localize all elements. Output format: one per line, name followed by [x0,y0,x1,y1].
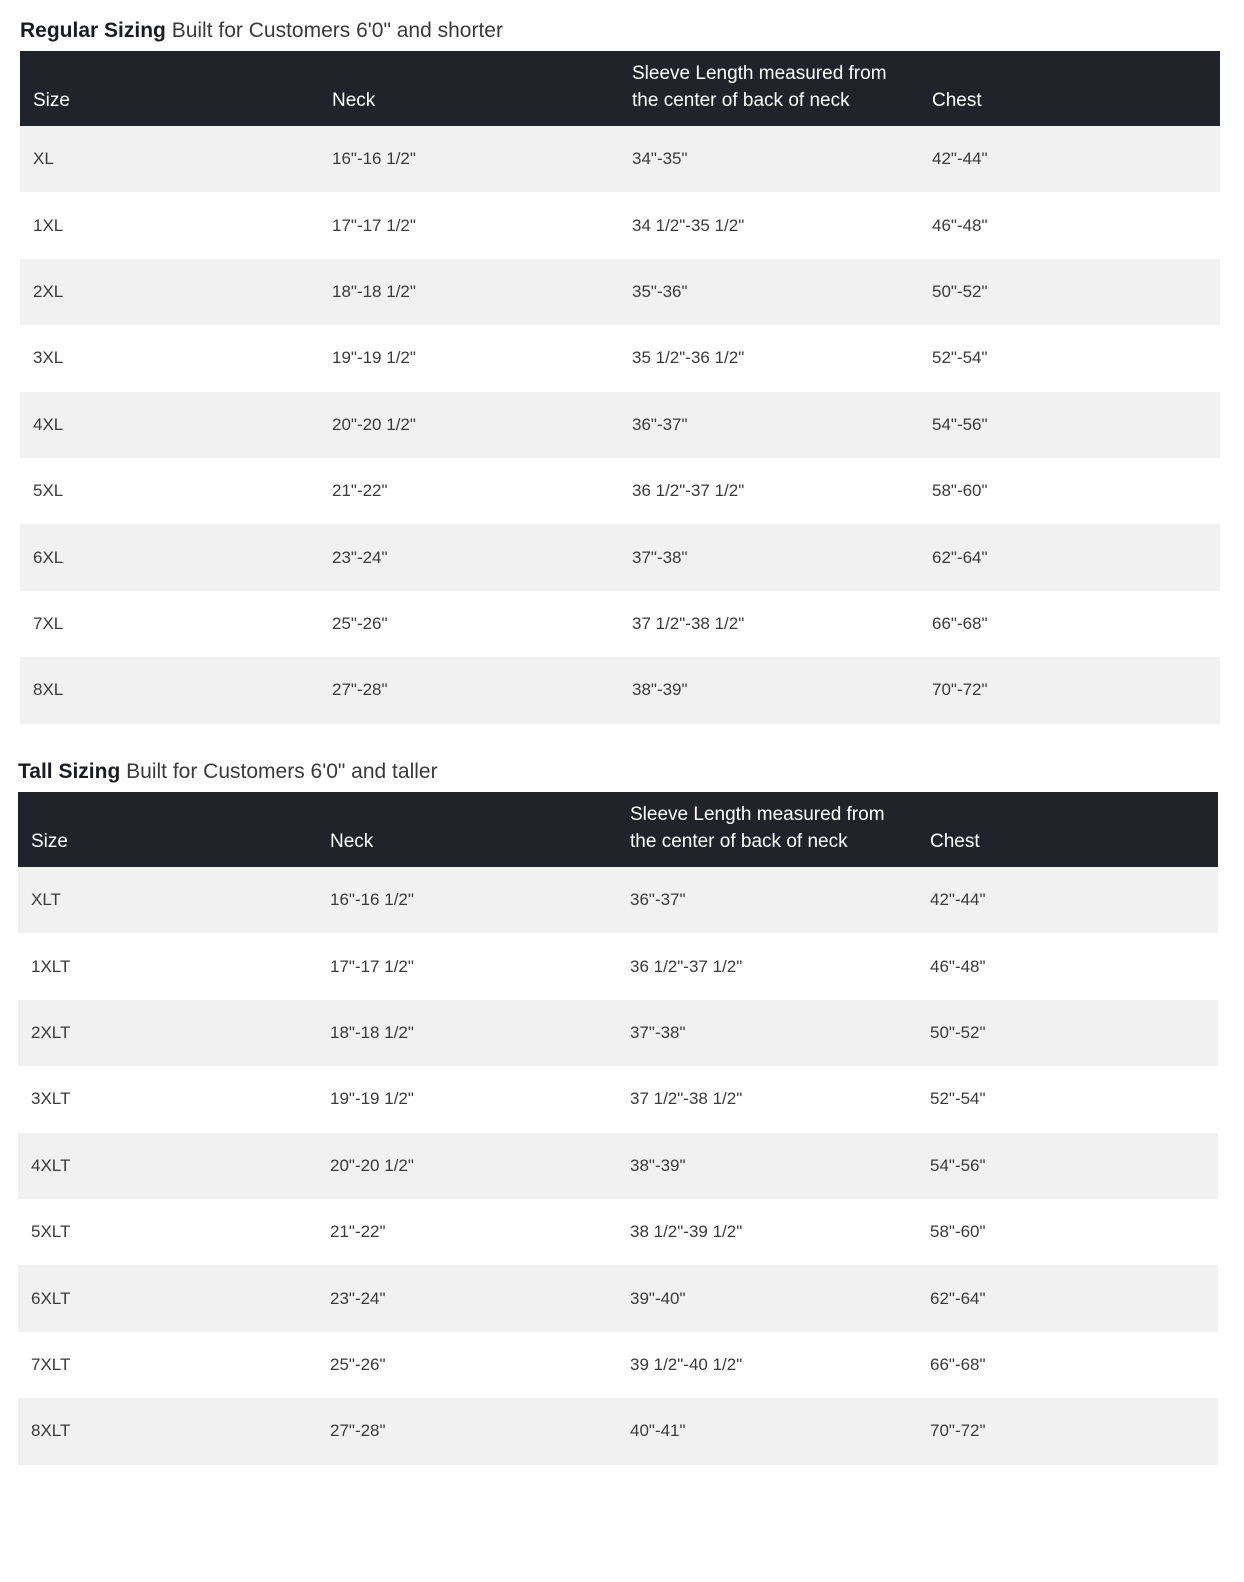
cell-size: 4XLT [18,1133,317,1199]
cell-sleeve: 38"-39" [619,657,919,723]
cell-chest: 50"-52" [917,1000,1218,1066]
header-chest: Chest [919,51,1220,126]
cell-neck: 17"-17 1/2" [317,933,617,999]
cell-sleeve: 37 1/2"-38 1/2" [617,1066,917,1132]
header-size: Size [18,792,317,867]
cell-sleeve: 37 1/2"-38 1/2" [619,591,919,657]
cell-sleeve: 39"-40" [617,1265,917,1331]
table-row [18,867,1218,933]
cell-sleeve: 36 1/2"-37 1/2" [619,458,919,524]
cell-chest: 70"-72" [919,657,1220,723]
table-row [20,524,1220,590]
table-row [20,392,1220,458]
cell-size: 7XLT [18,1332,317,1398]
cell-sleeve: 34 1/2"-35 1/2" [619,192,919,258]
cell-chest: 62"-64" [917,1265,1218,1331]
cell-chest: 70"-72" [917,1398,1218,1464]
cell-sleeve: 38 1/2"-39 1/2" [617,1199,917,1265]
cell-sleeve: 36"-37" [619,392,919,458]
cell-size: 3XLT [18,1066,317,1132]
cell-sleeve: 35"-36" [619,259,919,325]
cell-neck: 27"-28" [319,657,619,723]
regular-sizing-subtitle: Built for Customers 6'0" and shorter [171,19,503,42]
cell-neck: 25"-26" [317,1332,617,1398]
header-sleeve-line2: the center of back of neck [632,90,850,111]
cell-sleeve: 36 1/2"-37 1/2" [617,933,917,999]
header-sleeve-length [619,51,919,126]
cell-size: 5XL [20,458,319,524]
cell-neck: 20"-20 1/2" [319,392,619,458]
cell-chest: 52"-54" [917,1066,1218,1132]
cell-neck: 23"-24" [317,1265,617,1331]
table-row [18,1265,1218,1331]
table-row [18,1332,1218,1398]
cell-chest: 54"-56" [919,392,1220,458]
cell-neck: 20"-20 1/2" [317,1133,617,1199]
table-row [20,591,1220,657]
cell-neck: 21"-22" [319,458,619,524]
cell-size: 7XL [20,591,319,657]
cell-chest: 42"-44" [917,867,1218,933]
table-header [18,792,1218,867]
cell-size: 4XL [20,392,319,458]
cell-size: 8XL [20,657,319,723]
header-sleeve-length [617,792,917,867]
cell-chest: 46"-48" [919,192,1220,258]
cell-chest: 62"-64" [919,524,1220,590]
cell-neck: 25"-26" [319,591,619,657]
cell-size: 2XLT [18,1000,317,1066]
cell-chest: 66"-68" [917,1332,1218,1398]
header-sleeve-line2: the center of back of neck [630,831,848,852]
table-row [20,259,1220,325]
cell-sleeve: 40"-41" [617,1398,917,1464]
cell-sleeve: 39 1/2"-40 1/2" [617,1332,917,1398]
cell-neck: 27"-28" [317,1398,617,1464]
cell-size: 2XL [20,259,319,325]
table-header [20,51,1220,126]
cell-size: 6XL [20,524,319,590]
cell-neck: 18"-18 1/2" [317,1000,617,1066]
cell-size: 1XLT [18,933,317,999]
header-size: Size [20,51,319,126]
cell-size: 1XL [20,192,319,258]
cell-chest: 54"-56" [917,1133,1218,1199]
header-chest: Chest [917,792,1218,867]
cell-sleeve: 36"-37" [617,867,917,933]
regular-size-table [20,51,1220,724]
cell-chest: 66"-68" [919,591,1220,657]
regular-sizing-section [20,16,1220,724]
cell-size: 8XLT [18,1398,317,1464]
table-row [20,325,1220,391]
tall-size-table [18,792,1218,1465]
table-row [20,192,1220,258]
cell-chest: 50"-52" [919,259,1220,325]
table-row [18,1066,1218,1132]
cell-chest: 58"-60" [919,458,1220,524]
cell-size: XLT [18,867,317,933]
cell-neck: 18"-18 1/2" [319,259,619,325]
cell-size: XL [20,126,319,192]
tall-sizing-section [18,757,1218,1465]
cell-sleeve: 34"-35" [619,126,919,192]
cell-chest: 42"-44" [919,126,1220,192]
cell-chest: 46"-48" [917,933,1218,999]
cell-neck: 16"-16 1/2" [317,867,617,933]
tall-sizing-caption [18,757,1218,787]
table-row [18,1398,1218,1464]
regular-sizing-title: Regular Sizing [20,19,166,42]
cell-sleeve: 38"-39" [617,1133,917,1199]
cell-sleeve: 37"-38" [619,524,919,590]
table-row [20,458,1220,524]
cell-neck: 23"-24" [319,524,619,590]
tall-sizing-subtitle: Built for Customers 6'0" and taller [126,760,438,783]
table-row [20,126,1220,192]
regular-table-body [20,126,1220,724]
cell-size: 3XL [20,325,319,391]
cell-chest: 52"-54" [919,325,1220,391]
cell-neck: 16"-16 1/2" [319,126,619,192]
header-neck: Neck [319,51,619,126]
cell-sleeve: 35 1/2"-36 1/2" [619,325,919,391]
cell-chest: 58"-60" [917,1199,1218,1265]
cell-neck: 21"-22" [317,1199,617,1265]
table-row [20,657,1220,723]
header-sleeve-line1: Sleeve Length measured from [630,804,885,825]
cell-neck: 19"-19 1/2" [319,325,619,391]
cell-size: 5XLT [18,1199,317,1265]
tall-sizing-title: Tall Sizing [18,760,121,783]
tall-table-body [18,867,1218,1465]
header-sleeve-line1: Sleeve Length measured from [632,63,887,84]
header-neck: Neck [317,792,617,867]
cell-neck: 19"-19 1/2" [317,1066,617,1132]
table-row [18,1199,1218,1265]
table-row [18,933,1218,999]
cell-sleeve: 37"-38" [617,1000,917,1066]
regular-sizing-caption [20,16,1220,46]
table-row [18,1000,1218,1066]
cell-neck: 17"-17 1/2" [319,192,619,258]
table-row [18,1133,1218,1199]
cell-size: 6XLT [18,1265,317,1331]
